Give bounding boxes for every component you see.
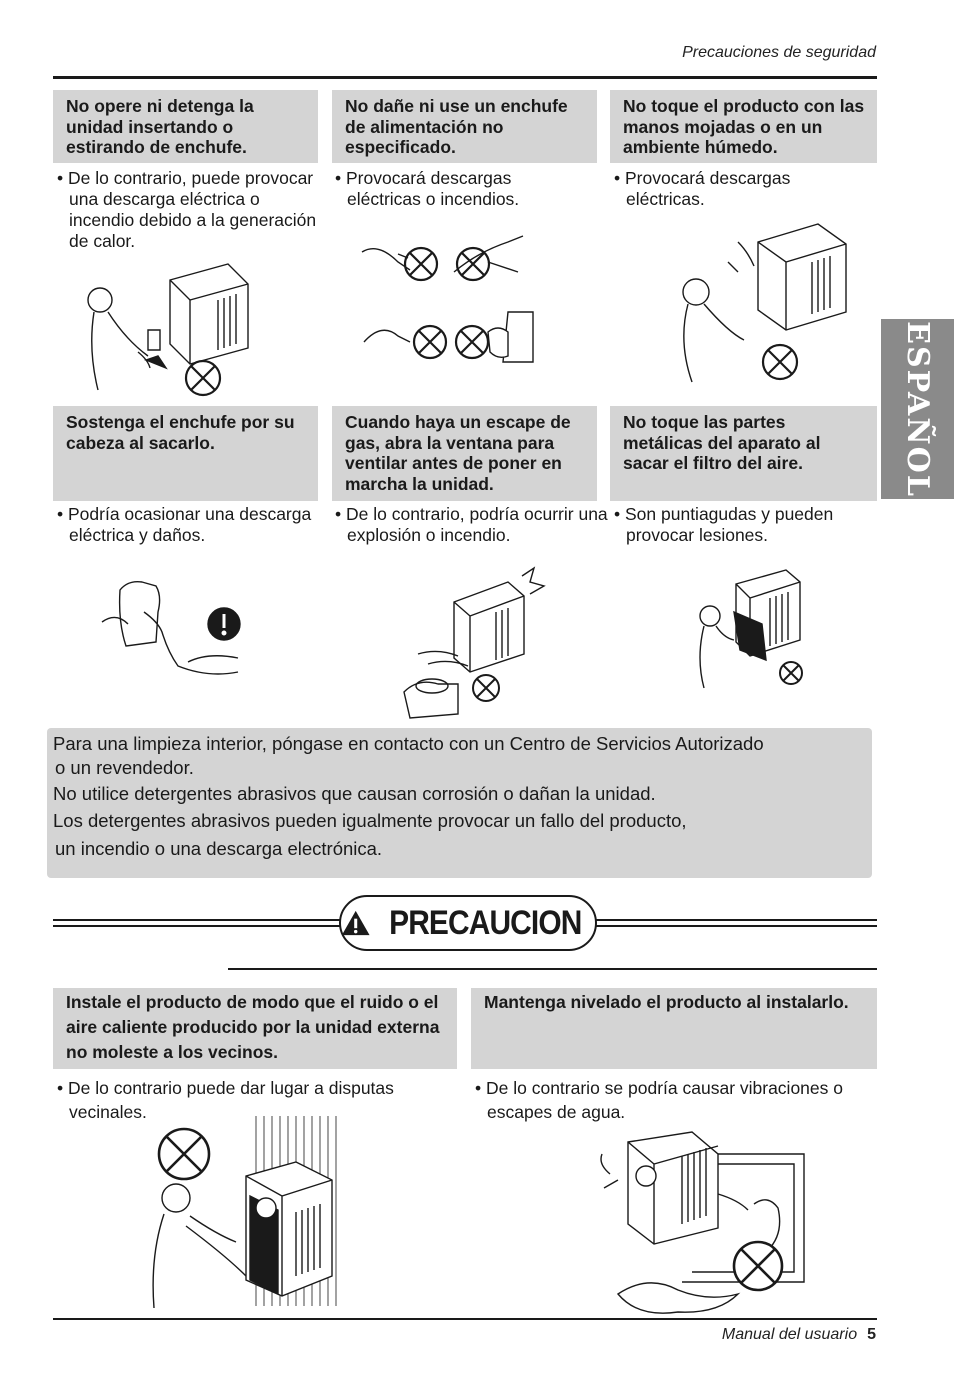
- warning-detail-1: • De lo contrario, puede provocar una descarga eléctrica o incendio debido a la generación de calor.: [55, 168, 321, 252]
- caution-label: PRECAUCION: [389, 903, 582, 942]
- warning-title-4: Sostenga el enchufe por su cabeza al sacarlo.: [53, 406, 318, 501]
- language-tab-label: ESPAÑOL: [900, 320, 935, 498]
- notice-line-1: Para una limpieza interior, póngase en contacto con un Centro de Servicios Autorizado: [53, 733, 764, 754]
- hold-plug-illustration: [98, 572, 258, 692]
- warning-detail-4: • Podría ocasionar una descarga eléctrica y daños.: [55, 504, 321, 546]
- notice-line-5: un incendio o una descarga electrónica.: [55, 838, 383, 859]
- filter-removal-illustration: [690, 568, 820, 693]
- damaged-plug-illustration: [358, 232, 538, 372]
- warning-detail-2: • Provocará descargas eléctricas o incendios.: [333, 168, 567, 210]
- warning-detail-3: • Provocará descargas eléctricas.: [612, 168, 846, 210]
- cleaning-notice: [47, 728, 872, 878]
- warning-title-3: No toque el producto con las manos mojadas o en un ambiente húmedo.: [610, 90, 877, 163]
- footer-label: Manual del usuario: [721, 1326, 858, 1343]
- warning-detail-6: • Son puntiagudas y pueden provocar lesiones.: [612, 504, 866, 546]
- gas-leak-illustration: [398, 568, 558, 728]
- warning-title-6: No toque las partes metálicas del aparato al sacar el filtro del aire.: [610, 406, 877, 501]
- caution-detail-1: • De lo contrario puede dar lugar a disputas vecinales.: [55, 1076, 449, 1124]
- neighbor-noise-illustration: [146, 1116, 346, 1311]
- caution-rule: [228, 968, 877, 970]
- notice-line-4: Los detergentes abrasivos pueden igualmente provocar un fallo del producto,: [53, 810, 687, 831]
- page-header-title: Precauciones de seguridad: [682, 44, 876, 61]
- page-number: 5: [867, 1326, 876, 1343]
- warning-title-2: No dañe ni use un enchufe de alimentación no especificado.: [332, 90, 597, 163]
- warning-detail-5: • De lo contrario, podría ocurrir una explosión o incendio.: [333, 504, 609, 546]
- page-footer: [722, 1326, 876, 1344]
- footer-rule: [53, 1318, 877, 1320]
- caution-banner: [53, 893, 877, 955]
- warning-triangle-icon: [341, 908, 370, 938]
- notice-line-3: No utilice detergentes abrasivos que causan corrosión o dañan la unidad.: [53, 783, 656, 804]
- header-rule: [53, 76, 877, 79]
- wet-hands-illustration: [668, 222, 848, 392]
- language-tab[interactable]: [881, 319, 954, 499]
- caution-title-1: Instale el producto de modo que el ruido o el aire caliente producido por la unidad externa no moleste a los vecinos.: [53, 988, 457, 1069]
- warning-title-5: Cuando haya un escape de gas, abra la ventana para ventilar antes de poner en marcha la unidad.: [332, 406, 597, 501]
- notice-line-2: o un revendedor.: [55, 757, 194, 778]
- caution-pill: [339, 895, 597, 951]
- unplug-illustration: [78, 260, 258, 400]
- caution-title-2: Mantenga nivelado el producto al instalarlo.: [471, 988, 877, 1069]
- level-install-illustration: [598, 1124, 808, 1319]
- warning-title-1: No opere ni detenga la unidad insertando o estirando de enchufe.: [53, 90, 318, 163]
- caution-detail-2: • De lo contrario se podría causar vibraciones o escapes de agua.: [473, 1076, 887, 1124]
